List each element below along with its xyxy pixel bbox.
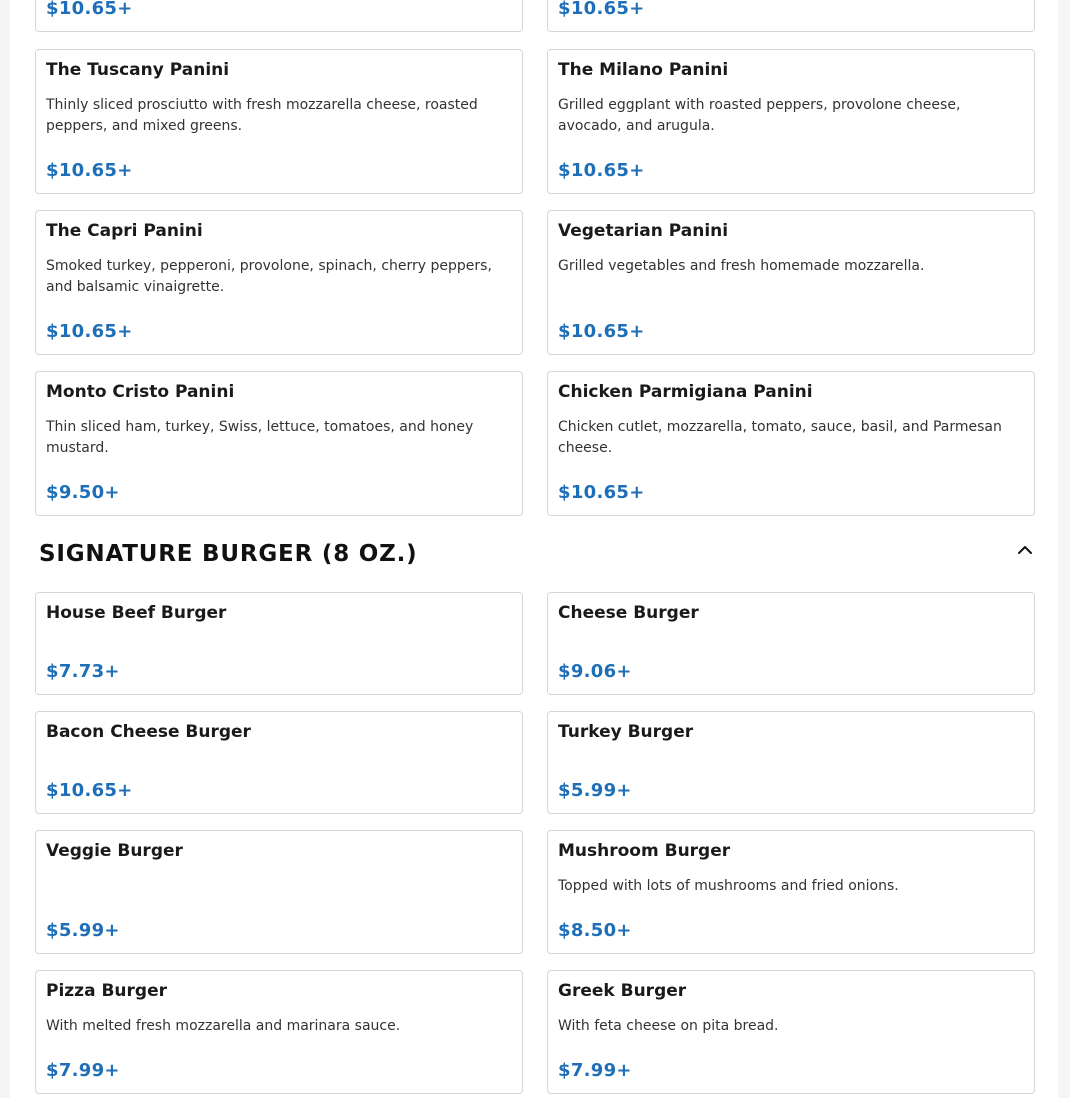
item-name: Cheese Burger — [558, 603, 699, 623]
item-name: The Milano Panini — [558, 60, 729, 80]
item-name: Mushroom Burger — [558, 841, 731, 861]
item-price: $10.65+ — [46, 321, 133, 342]
item-description: With melted fresh mozzarella and marinara sauce. — [46, 1018, 401, 1034]
item-price: $9.06+ — [558, 661, 632, 682]
menu-item-card[interactable] — [547, 210, 1035, 355]
collapse-section-button[interactable] — [1013, 538, 1037, 562]
item-name: Veggie Burger — [46, 841, 183, 861]
item-name: Turkey Burger — [558, 722, 694, 742]
menu-item-card[interactable] — [35, 371, 523, 516]
item-description: Smoked turkey, pepperoni, provolone, spinach, cherry peppers, and balsamic vinaigrette. — [46, 258, 492, 295]
item-name: Bacon Cheese Burger — [46, 722, 251, 742]
item-price: $5.99+ — [558, 780, 632, 801]
item-name: The Capri Panini — [46, 221, 203, 241]
item-price: $10.65+ — [558, 321, 645, 342]
item-description: Grilled eggplant with roasted peppers, provolone cheese, avocado, and arugula. — [558, 97, 961, 134]
item-name: Vegetarian Panini — [558, 221, 729, 241]
menu-item-card[interactable] — [547, 711, 1035, 814]
item-name: Pizza Burger — [46, 981, 167, 1001]
menu-item-card[interactable] — [547, 49, 1035, 194]
item-price: $10.65+ — [558, 482, 645, 503]
item-name: House Beef Burger — [46, 603, 227, 623]
menu-item-card[interactable] — [35, 0, 523, 32]
menu-item-card[interactable] — [547, 0, 1035, 32]
item-price: $10.65+ — [558, 0, 645, 19]
item-name: Monto Cristo Panini — [46, 382, 235, 402]
menu-item-card[interactable] — [547, 970, 1035, 1094]
item-name: Chicken Parmigiana Panini — [558, 382, 813, 402]
item-description: Thin sliced ham, turkey, Swiss, lettuce, tomatoes, and honey mustard. — [46, 419, 474, 456]
item-name: Greek Burger — [558, 981, 687, 1001]
item-price: $9.50+ — [46, 482, 120, 503]
chevron-up-icon — [1013, 538, 1037, 562]
item-price: $10.65+ — [46, 160, 133, 181]
item-description: Grilled vegetables and fresh homemade mozzarella. — [558, 258, 925, 274]
menu-item-card[interactable] — [35, 210, 523, 355]
menu-item-card[interactable] — [35, 711, 523, 814]
item-price: $7.73+ — [46, 661, 120, 682]
item-price: $10.65+ — [46, 0, 133, 19]
menu-item-card[interactable] — [35, 830, 523, 954]
menu-item-card[interactable] — [547, 592, 1035, 695]
item-price: $7.99+ — [558, 1060, 632, 1081]
item-description: Thinly sliced prosciutto with fresh mozzarella cheese, roasted peppers, and mixed greens. — [46, 97, 478, 134]
item-price: $7.99+ — [46, 1060, 120, 1081]
item-description: With feta cheese on pita bread. — [558, 1018, 779, 1034]
menu-page — [10, 0, 1058, 1098]
item-price: $10.65+ — [558, 160, 645, 181]
item-price: $10.65+ — [46, 780, 133, 801]
menu-item-card[interactable] — [35, 970, 523, 1094]
item-description: Chicken cutlet, mozzarella, tomato, sauce, basil, and Parmesan cheese. — [558, 419, 1002, 456]
item-name: The Tuscany Panini — [46, 60, 230, 80]
menu-item-card[interactable] — [547, 830, 1035, 954]
section-title: SIGNATURE BURGER (8 OZ.) — [39, 541, 418, 567]
menu-item-card[interactable] — [547, 371, 1035, 516]
menu-item-card[interactable] — [35, 592, 523, 695]
item-description: Topped with lots of mushrooms and fried onions. — [558, 878, 899, 894]
menu-item-card[interactable] — [35, 49, 523, 194]
item-price: $5.99+ — [46, 920, 120, 941]
item-price: $8.50+ — [558, 920, 632, 941]
